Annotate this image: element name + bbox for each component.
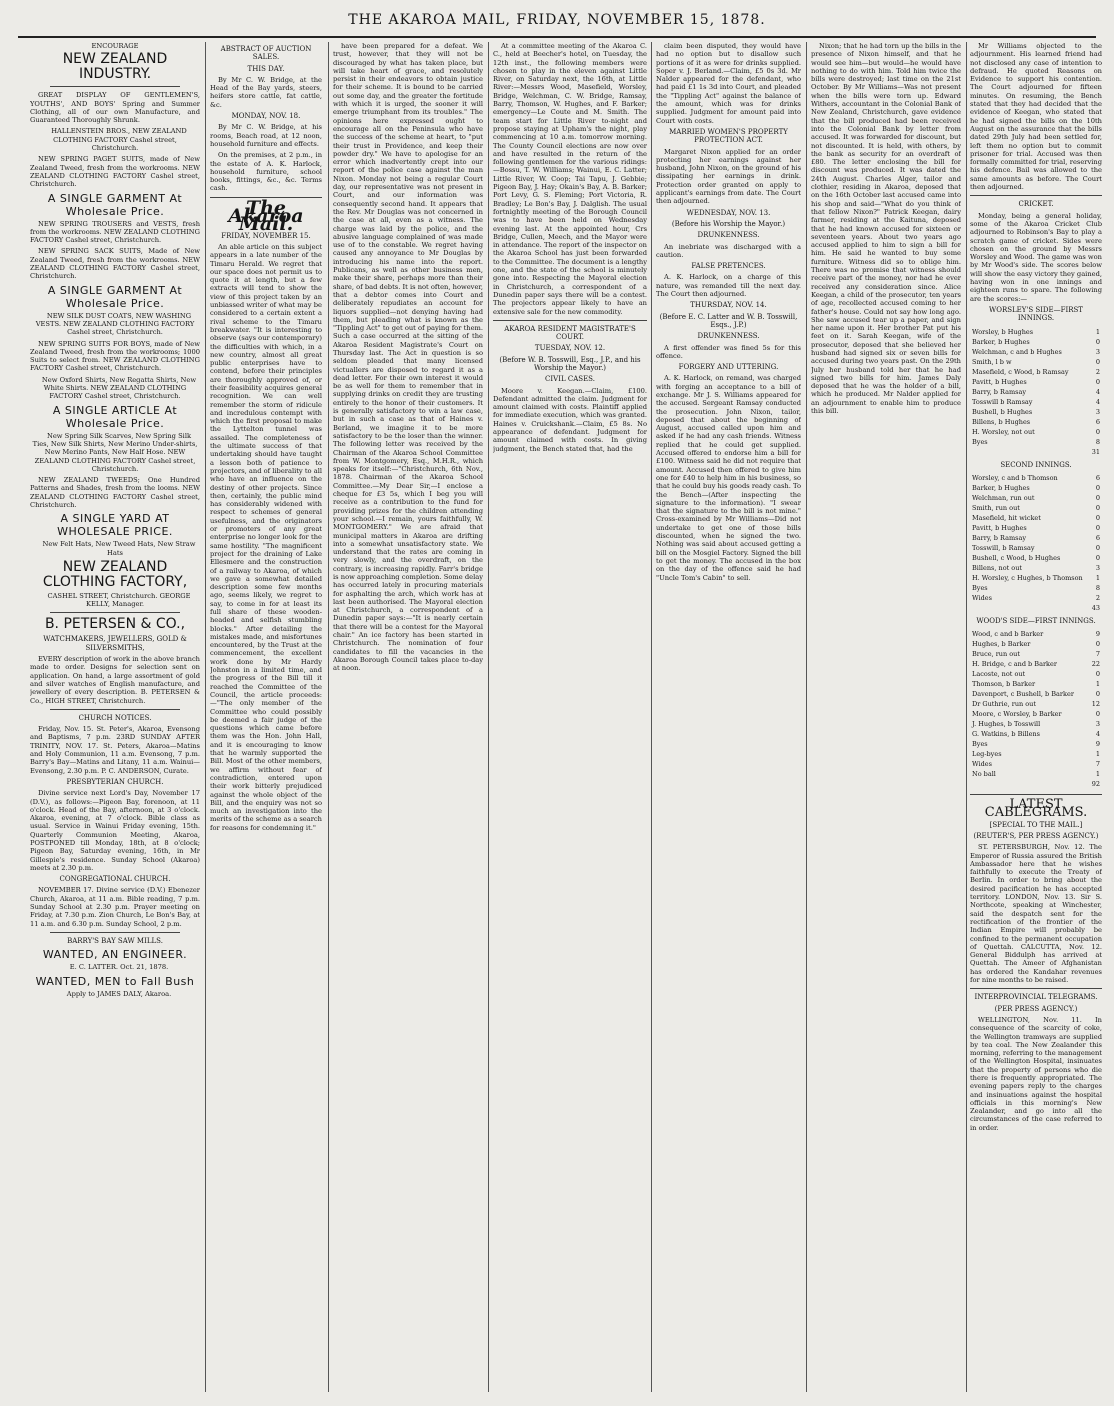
- divider: [493, 320, 647, 321]
- press-agency: (PER PRESS AGENCY.): [994, 1004, 1078, 1013]
- score-row: [972, 730, 1100, 738]
- score-player: J. Hughes, b Tosswill: [972, 720, 1041, 729]
- score-row: [972, 328, 1100, 336]
- score-player: Worsley, b Hughes: [972, 327, 1034, 336]
- cricket-body: Monday, being a general holiday, some of the Akaroa Cricket Club adjourned to Robinson's Bay to play a scratch game of cricket. Sides were chosen on the ground by Messrs Worsley and Wood. The game was won by Mr Wood's side. The scores below will show the easy victory they gained, having won in one innings and eighteen runs to spare. The following are the scores:—: [970, 211, 1102, 303]
- drunkenness-heading-2: DRUNKENNESS.: [697, 332, 760, 341]
- score-player: Byes: [972, 437, 988, 446]
- score-row: [972, 408, 1100, 416]
- score-row: [972, 348, 1100, 356]
- score-row: [972, 418, 1100, 426]
- court-column-6: [811, 42, 961, 1392]
- score-runs: 0: [1095, 640, 1100, 649]
- court-body: claim been disputed, they would have had no option but to disallow such portions of it as were for drinks supplied. Soper v. J. Berland.—Claim, £5 0s 3d. Mr Nalder appeared for the defendant, who had paid £1 1s 3d into Court, and pleaded the "Tippling Act" against the balance of the amount, which was for drinks supplied. Judgment for amount paid into Court with costs.: [656, 42, 801, 125]
- court-body: Nixon; that he had torn up the bills in the presence of Nixon himself, and that he would see him—but would—he would have nothing to do with him. Told him twice the bills were destroyed; last time on the 21st October. By Mr Williams—Was not present when the bills were torn up. Edward Withers, accountant in the Colonial Bank of New Zealand, Christchurch, gave evidence that the bill produced had been received into the Colonial Bank by letter from accused. It was forwarded for discount, but not discounted. It is held, with others, by the bank as security for an overdraft of £80. The letter enclosing the bill for discount was produced. It was dated the 24th August. Charles Alger, tailor and clothier, residing in Akaroa, deposed that on the 16th October last accused came into his shop and said—"What do you think of that fellow Nixon?" Patrick Keegan, dairy farmer, residing at the Kaituna, deposed that he had known accused for sixteen or seventeen years. About two years ago accused applied to him to sign a bill for him. He said he wanted to buy some furniture. Witness did so to oblige him. There was no promise that witness should receive part of the money, nor had he ever received any consideration since. Alice Keegan, a child of the prosecutor, ten years of age, recollected accused coming to her father's house. Could not say how long ago. She saw accused tear up a paper, and sign her name upon it. Her brother Pat put his feet on it. Sarah Keegan, wife of the prosecutor, deposed that she believed her husband had signed six or seven bills for accused during two years past. On the 29th July her husband told her that he had signed two bills for him. James Daly deposed that he was the holder of a bill, which he produced. Mr Nalder applied for an adjournment to enable him to produce this bill.: [811, 42, 961, 416]
- score-player: H. Bridge, c and b Barker: [972, 660, 1057, 669]
- score-player: [972, 780, 1089, 788]
- second-innings-heading: SECOND INNINGS.: [1000, 460, 1072, 469]
- score-runs: 3: [1095, 407, 1100, 416]
- ad-silk-coats: NEW SILK DUST COATS, NEW WASHING VESTS. NEW ZEALAND CLOTHING FACTORY Cashel street, Christchurch.: [35, 311, 195, 337]
- rm-court-body: Moore v. Keegan.—Claim, £100. Defendant admitted the claim. Judgment for amount claimed with costs. Plaintiff applied for immediate execution, which was granted. Haines v. Cruickshank.—Claim, £5 8s. No appearance of defendant. Judgment for amount claimed with costs. In giving judgment, the Bench stated that, had the: [493, 386, 647, 453]
- score-runs: 0: [1095, 670, 1100, 679]
- rm-court-before: (Before W. B. Tosswill, Esq., J.P., and his Worship the Mayor.): [499, 355, 641, 372]
- score-runs: 31: [1091, 447, 1100, 456]
- score-player: Dr Guthrie, run out: [972, 700, 1036, 709]
- score-runs: 3: [1095, 720, 1100, 729]
- church-notices-heading: CHURCH NOTICES.: [78, 713, 152, 722]
- score-runs: 0: [1095, 337, 1100, 346]
- married-women-body: Margaret Nixon applied for an order protecting her earnings against her husband, John Nixon, on the ground of his dissipating her earnings in drink. Protection order granted on apply to applicant's earnings from date. The Court then adjourned.: [656, 147, 801, 206]
- presbyterian-body: Divine service next Lord's Day, November 17 (D.V.), as follows:—Pigeon Bay, forenoon, at 11 o'clock. Head of the Bay, afternoon, at 3 o'clock. Akaroa, evening, at 7 o'clock. Bible class as usual. Service in Wainui Friday evening, 15th. Quarterly Communion Meeting, Akaroa, POSTPONED till Monday, 18th, at 8 o'clock; Pigeon Bay, Saturday evening, 16th, in Mr Gillespie's residence. Sunday School (Akaroa) meets at 2.30 p.m.: [30, 789, 200, 872]
- ad-petersen: B. PETERSEN & CO.,: [44, 616, 186, 633]
- score-player: Worsley, c and b Thomson: [972, 473, 1058, 482]
- ad-single-garment: A SINGLE GARMENT At Wholesale Price.: [47, 191, 183, 218]
- news-body: At a committee meeting of the Akaroa C. C., held at Beecher's hotel, on Tuesday, the 12th inst., the following members were chosen to play in the eleven against Little River, on Saturday next, the 16th, at Little River:—Messrs Wood, Masefield, Worsley, Bridge, Welchman, C. W. Bridge, Ramsay, Barry, Thomson, W. Hughes, and F. Barker; emergency—Le Coute and M. Smith. The team start for Little River to-night and propose staying at Upham's the night, play commencing at 10 a.m. tomorrow morning. The County Council elections are now over and have resulted in the return of the following gentlemen for the various ridings:—Bossu, T. W. Williams; Wainui, E. C. Latter; Little River, W. Coop; Tai Tapu, J. Gebbie; Pigeon Bay, J. Hay; Okain's Bay, A. B. Barker; Port Levy, G. S. Fleming; Port Victoria, R. Bradley; Le Bon's Bay, J. Dalglish. The usual fortnightly meeting of the Borough Council was to have been held on Wednesday evening last. At the appointed hour, Crs Bridge, Cullen, Meech, and the Mayor were in attendance. The report of the inspector on the Akaroa School has just been forwarded to the Committee. The document is a lengthy one, and the state of the school is minutely gone into. Respecting the Mayoral election in Christchurch, a correspondent of a Dunedin paper says there will be a contest. The projectors appear likely to have an extensive sale for the new commodity.: [493, 42, 647, 316]
- score-player: Leg-byes: [972, 750, 1002, 759]
- ad-single-garment-2: A SINGLE GARMENT At Wholesale Price.: [47, 283, 183, 310]
- score-row: [972, 484, 1100, 492]
- score-player: Bushell, b Hughes: [972, 407, 1033, 416]
- latter-signature: E. C. LATTER. Oct. 21, 1878.: [69, 963, 169, 972]
- score-runs: 0: [1095, 543, 1100, 552]
- issue-date: FRIDAY, NOVEMBER 15.: [221, 231, 311, 240]
- married-women-heading: MARRIED WOMEN'S PROPERTY PROTECTION ACT.: [669, 127, 788, 145]
- wanted-engineer: WANTED, AN ENGINEER.: [42, 948, 188, 962]
- score-player: Byes: [972, 583, 988, 592]
- score-player: [972, 604, 1089, 612]
- news-body: have been prepared for a defeat. We trust, however, that they will not be discouraged by what has taken place, but will take heart of grace, and resolutely persist in their endeavors to obtain justice for their scheme. It is bound to be carried out some day, and the greater the fortitude with which it is urged, the sooner it will emerge triumphant from its troubles." The opinions here expressed ought to encourage all on the Peninsula who have the success of the scheme at heart, to "put their trust in Providence, and keep their powder dry." We have to apologise for an error which inadvertently crept into our report of the police case against the man Nixon. Monday not being a regular Court day, our representative was not present in Court, and our information was consequently second hand. It appears that the Rev. Mr Douglas was not concerned in the case at all, even as a witness. The charge was laid by the police, and the abusive language complained of was made use of to the constable. We regret having caused any annoyance to Mr Douglas by introducing his name into the report. Publicans, as well as other business men, make their share, perhaps more than their share, of bad debts. It is not often, however, that a debtor comes into Court and deliberately repudiates an account for liquors supplied—not denying having had them, but pleading what is known as the "Tippling Act" to get out of paying for them. Such a case occurred at the sitting of the Akaroa Resident Magistrate's Court on Thursday last. The Act in question is so seldom pleaded that many licensed victuallers are disposed to regard it as a dead letter. For their own interest it would be as well for them to remember that in supplying drinks on credit they are trusting entirely to the honor of their customers. It is generally satisfactory to win a law case, but in such a case as that of Haines v. Berland, we imagine it to be more satisfactory to be the loser than the winner. The following letter was received by the Chairman of the Akaroa School Committee from W. Montgomery, Esq., M.H.R., which speaks for itself:—"Christchurch, 6th Nov., 1878. Chairman of the Akaroa School Committee.—My Dear Sir,—I enclose a cheque for £3 5s, which I beg you will receive as a contribution to the fund for providing prizes for the children attending your school.—I remain, yours faithfully, W. MONTGOMERY." We are afraid that municipal matters in Akaroa are drifting into a somewhat unsatisfactory state. We understand that the rates are coming in very slowly, and the overdraft, on the contrary, is increasing rapidly. Farr's bridge is now approaching completion. Some delay has occurred lately in procuring materials for asphalting the arch, which work has at last been authorised. The Mayoral election at Christchurch, a correspondent of a Dunedin paper says:—"It is nearly certain that there will be a contest for the Mayoral chair." An ice factory has been started in Christchurch. The nomination of four candidates to fill the vacancies in the Akaroa Borough Council takes place to-day at noon.: [333, 42, 483, 673]
- wednesday-before: (Before his Worship the Mayor.): [671, 219, 786, 228]
- score-runs: 0: [1095, 690, 1100, 699]
- score-row: [972, 388, 1100, 396]
- wood-first-heading: WOOD'S SIDE—FIRST INNINGS.: [976, 616, 1096, 625]
- auction-heading: ABSTRACT OF AUCTION SALES.: [220, 45, 312, 62]
- score-runs: 0: [1095, 357, 1100, 366]
- score-runs: 0: [1095, 493, 1100, 502]
- score-player: Masefield, hit wicket: [972, 513, 1041, 522]
- column-divider: [205, 42, 206, 1392]
- this-day: THIS DAY.: [247, 64, 285, 73]
- score-row: [972, 760, 1100, 768]
- cablegrams-special: [SPECIAL TO THE MAIL.]: [989, 820, 1083, 829]
- cablegrams-reuter: (REUTER'S, PER PRESS AGENCY.): [973, 831, 1099, 840]
- worsley-first-scores: [970, 326, 1102, 458]
- score-runs: 0: [1095, 523, 1100, 532]
- score-runs: 6: [1095, 473, 1100, 482]
- ad-boys-suits: NEW SPRING SUITS FOR BOYS, made of New Zealand Tweed, fresh from the workrooms; 1000 Suits to select from. NEW ZEALAND CLOTHING FACTORY Cashel street, Christchurch.: [30, 339, 200, 373]
- score-runs: 1: [1095, 750, 1100, 759]
- presbyterian-heading: PRESBYTERIAN CHURCH.: [66, 777, 164, 786]
- score-player: No ball: [972, 770, 996, 779]
- score-row: [972, 584, 1100, 592]
- ad-scarves: New Spring Silk Scarves, New Spring Silk Ties, New Silk Shirts, New Merino Under-shirts, New Merino Pants, New Half Hose. NEW ZEALAND CLOTHING FACTORY Cashel street, Christchurch.: [32, 431, 198, 473]
- score-row: [972, 544, 1100, 552]
- score-row: [972, 720, 1100, 728]
- ad-paget-suits: NEW SPRING PAGET SUITS, made of New Zealand Tweed, fresh from the workrooms. NEW ZEALAND CLOTHING FACTORY Cashel street, Christchurch.: [30, 155, 200, 189]
- score-player: Moore, c Worsley, b Barker: [972, 710, 1062, 719]
- score-runs: 8: [1095, 437, 1100, 446]
- score-row: [972, 780, 1100, 788]
- score-player: Hughes, b Barker: [972, 640, 1031, 649]
- divider: [970, 794, 1102, 795]
- score-player: G. Watkins, b Billens: [972, 730, 1040, 739]
- ad-petersen-body: EVERY description of work in the above branch made to order. Designs for selection sent on application. On hand, a large assortment of gold and silver watches of English manufacture, and jewellery of every description. B. PETERSEN & Co., HIGH STREET, Christchurch.: [30, 655, 200, 705]
- ad-divider: [50, 86, 180, 87]
- score-runs: 0: [1095, 710, 1100, 719]
- score-row: [972, 564, 1100, 572]
- score-row: [972, 338, 1100, 346]
- ad-hats: New Felt Hats, New Tweed Hats, New Straw Hats: [42, 540, 196, 557]
- auction-and-leader-column: [210, 42, 322, 1392]
- civil-cases-heading: CIVIL CASES.: [545, 375, 595, 384]
- auction-item: By Mr C. W. Bridge, at the Head of the Bay yards, steers, heifers store cattle, fat cattle, &c.: [210, 75, 322, 109]
- ad-sack-suits: NEW SPRING SACK SUITS, Made of New Zealand Tweed, fresh from the workrooms. NEW ZEALAND CLOTHING FACTORY Cashel street, Christchurch.: [30, 247, 200, 281]
- score-runs: 4: [1095, 397, 1100, 406]
- ad-shirts: New Oxford Shirts, New Regatta Shirts, New White Shirts. NEW ZEALAND CLOTHING FACTORY Cashel street, Christchurch.: [41, 375, 197, 401]
- church-notices-body: Friday, Nov. 15. St. Peter's, Akaroa, Evensong and Baptisms, 7 p.m. 23RD SUNDAY AFTER TRINITY, NOV. 17. St. Peters, Akaroa—Matins and Holy Communion, 11 a.m. Evensong, 7 p.m. Barry's Bay—Matins and Litany, 11 a.m. Wainui—Evensong, 2.30 p.m. P. C. ANDERSON, Curate.: [30, 725, 200, 775]
- top-rule: [18, 36, 1096, 38]
- score-runs: 2: [1095, 367, 1100, 376]
- cablegrams-heading: LATEST CABLEGRAMS.: [984, 797, 1088, 821]
- news-column-4: [493, 42, 647, 1392]
- ad-single-article: A SINGLE ARTICLE At Wholesale Price.: [52, 403, 178, 430]
- score-player: Smith, run out: [972, 503, 1020, 512]
- cricket-and-cables-column: [970, 42, 1102, 1392]
- score-runs: 3: [1095, 347, 1100, 356]
- score-player: Wood, c and b Barker: [972, 630, 1044, 639]
- ad-single-yard: A SINGLE YARD AT WHOLESALE PRICE.: [57, 512, 173, 539]
- column-divider: [651, 42, 652, 1392]
- score-row: [972, 700, 1100, 708]
- monday-date: MONDAY, NOV. 18.: [231, 112, 301, 121]
- ad-trousers: NEW SPRING TROUSERS and VESTS, fresh from the workrooms. NEW ZEALAND CLOTHING FACTORY Cashel street, Christchurch.: [30, 219, 200, 245]
- auction-item: On the premises, at 2 p.m., in the estate of A. K. Harlock, household furniture, school books, fittings, &c., &c. Terms cash.: [210, 151, 322, 193]
- congregational-body: NOVEMBER 17. Divine service (D.V.) Ebenezer Church, Akaroa, at 11 a.m. Bible reading, 7 p.m. Sunday School at 2.30 p.m. Prayer meeting on Friday, at 7.30 p.m. Zion Church, Le Bon's Bay, at 11 a.m. and 6.30 p.m. Sunday School, 2 p.m.: [30, 886, 200, 928]
- score-runs: 4: [1095, 730, 1100, 739]
- score-runs: 43: [1091, 603, 1100, 612]
- column-divider: [328, 42, 329, 1392]
- score-player: H. Worsley, not out: [972, 427, 1035, 436]
- score-player: Billens, not out: [972, 563, 1023, 572]
- score-runs: 0: [1095, 513, 1100, 522]
- divider: [970, 195, 1102, 196]
- score-runs: 1: [1095, 327, 1100, 336]
- rm-court-date: TUESDAY, NOV. 12.: [534, 344, 606, 353]
- score-row: [972, 660, 1100, 668]
- drunkenness-body: An inebriate was discharged with a caution.: [656, 242, 801, 259]
- ad-great-display: GREAT DISPLAY OF GENTLEMEN'S, YOUTHS', AND BOYS' Spring and Summer Clothing, all of our own Manufacture, and Guaranteed Thoroughly Shrunk.: [30, 91, 200, 125]
- news-column-3: [333, 42, 483, 1392]
- ad-nz-clothing-factory: NEW ZEALAND CLOTHING FACTORY,: [42, 558, 188, 590]
- score-row: [972, 524, 1100, 532]
- column-divider: [806, 42, 807, 1392]
- score-runs: 92: [1091, 780, 1100, 789]
- score-player: Thomson, b Barker: [972, 680, 1036, 689]
- score-row: [972, 594, 1100, 602]
- score-row: [972, 680, 1100, 688]
- score-player: Bushell, c Wood, b Hughes: [972, 553, 1061, 562]
- interprovincial-body: WELLINGTON, Nov. 11. In consequence of the scarcity of coke, the Wellington tramways are supplied by tea coal. The New Zealander this morning, referring to the management of the Wellington Hospital, insinuates that the property of persons who die there is frequently appropriated. The evening papers reply to the charges and insinuations against the hospital officials in this morning's New Zealander, and go into all the circumstances of the case referred to in order.: [970, 1015, 1102, 1132]
- score-row: [972, 474, 1100, 482]
- wednesday-date: WEDNESDAY, NOV. 13.: [686, 208, 771, 217]
- score-player: [972, 448, 1088, 456]
- advert-column: [30, 42, 200, 1392]
- congregational-heading: CONGREGATIONAL CHURCH.: [59, 875, 171, 884]
- score-row: [972, 604, 1100, 612]
- ad-divider: [50, 932, 180, 933]
- score-row: [972, 650, 1100, 658]
- false-pretences-heading: FALSE PRETENCES.: [691, 262, 766, 271]
- score-player: Billens, b Hughes: [972, 417, 1031, 426]
- wanted-men: WANTED, MEN to Fall Bush: [35, 974, 195, 988]
- score-player: Byes: [972, 740, 988, 749]
- ad-encourage: ENCOURAGE: [91, 42, 139, 50]
- score-runs: 12: [1091, 700, 1100, 709]
- court-conclusion: Mr Williams objected to the adjournment. His learned friend had not disclosed any case of intention to defraud. He quoted Reasons on Evidence to support his contention. The Court adjourned for fifteen minutes. On resuming, the Bench stated that they had decided that the evidence of Keegan, who stated that he had signed the bills on the 10th August on the assurance that the bills dated 29th July had been settled for, left them no option but to commit prisoner for trial. Accused was then formally committed for trial, reserving his defence. Bail was allowed to the same amounts as before. The Court then adjourned.: [970, 42, 1102, 192]
- drunkenness-body-2: A first offender was fined 5s for this offence.: [656, 343, 801, 360]
- leader-article: An able article on this subject appears in a late number of the Timaru Herald. We regret that our space does not permit us to quote it at length, but a few extracts will tend to show the view of this project taken by an unbiassed writer of what may be considered to a certain extent a rival scheme to the Timaru breakwater. "It is interesting to observe (says our contemporary) the difficulties with which, in a new country, almost all great public enterprises have to contend, before their principles are thoroughly approved of, or their feasibility acquires general recognition. We can well remember the storm of ridicule and incredulous contempt with which the first proposal to make the Lyttelton tunnel was assailed. The completeness of the ultimate success of that undertaking should have taught a lesson both of patience to projectors, and of liberality to all who have an influence on the destiny of other projects. Since then, certainly, the public mind has considerably widened with respect to schemes of general usefulness, and the originators or promoters of any great enterprise no longer look for the same hostility. "The magnificent project for the draining of Lake Ellesmere and the construction of a railway to Akaroa, of which we gave a somewhat detailed description some few months ago, seems likely, we regret to say, to come in for at least its full share of these wooden-headed and selfish stumbling blocks." After detailing the mistakes made, and misfortunes encountered, by the Trust at the commencement, the excellent work done by Mr Hardy Johnston in a limited time, and the progress of the Bill till it reached the Committee of the Council, the article proceeds:—"The only member of the Committee who could possibly be deemed a fair judge of the questions which came before them was the Hon. John Hall, and it is encouraging to know that he warmly supported the Bill. Most of the other members, we affirm without fear of contradiction, entered upon their work bitterly prejudiced against the whole object of the Bill, and the enquiry was not so much an investigation into the merits of the scheme as a search for reasons for condemning it.": [210, 242, 322, 832]
- drunkenness-heading: DRUNKENNESS.: [697, 231, 760, 240]
- score-row: [972, 670, 1100, 678]
- score-runs: 1: [1095, 680, 1100, 689]
- ad-tweeds: NEW ZEALAND TWEEDS; One Hundred Patterns and Shades, fresh from the looms. NEW ZEALAND CLOTHING FACTORY Cashel street, Christchurch.: [30, 476, 200, 509]
- ad-watchmakers: WATCHMAKERS, JEWELLERS, GOLD & SILVERSMITHS,: [43, 635, 187, 652]
- score-player: Bruce, run out: [972, 650, 1020, 659]
- score-runs: 7: [1095, 760, 1100, 769]
- score-row: [972, 514, 1100, 522]
- court-column-5: [656, 42, 801, 1392]
- score-row: [972, 378, 1100, 386]
- score-player: H. Worsley, c Hughes, b Thomson: [972, 573, 1083, 582]
- score-player: Pavitt, b Hughes: [972, 377, 1027, 386]
- score-row: [972, 770, 1100, 778]
- score-player: Wides: [972, 593, 992, 602]
- score-player: Welchman, c and b Hughes: [972, 347, 1062, 356]
- worsley-first-heading: WORSLEY'S SIDE—FIRST INNINGS.: [989, 305, 1083, 323]
- worsley-second-scores: [970, 472, 1102, 614]
- score-runs: 1: [1095, 573, 1100, 582]
- score-player: Lacoste, not out: [972, 670, 1026, 679]
- score-player: Barker, b Hughes: [972, 337, 1030, 346]
- score-row: [972, 438, 1100, 446]
- score-player: Wides: [972, 760, 992, 769]
- cricket-heading: CRICKET.: [1018, 200, 1054, 209]
- divider: [970, 988, 1102, 989]
- score-player: Barry, b Ramsay: [972, 387, 1026, 396]
- score-runs: 9: [1095, 740, 1100, 749]
- score-runs: 9: [1095, 630, 1100, 639]
- masthead: THE AKAROA MAIL, FRIDAY, NOVEMBER 15, 1878.: [348, 12, 766, 28]
- score-runs: 2: [1095, 593, 1100, 602]
- ad-divider: [50, 709, 180, 710]
- score-player: Pavitt, b Hughes: [972, 523, 1027, 532]
- score-row: [972, 640, 1100, 648]
- paper-title: The Akaroa Mail.: [228, 196, 304, 236]
- score-row: [972, 358, 1100, 366]
- score-runs: 0: [1095, 427, 1100, 436]
- score-runs: 1: [1095, 770, 1100, 779]
- score-row: [972, 534, 1100, 542]
- score-player: Smith, l b w: [972, 357, 1012, 366]
- column-divider: [488, 42, 489, 1392]
- score-player: Masefield, c Wood, b Ramsay: [972, 367, 1069, 376]
- column-divider: [966, 42, 967, 1392]
- score-runs: 22: [1091, 660, 1100, 669]
- score-player: Barker, b Hughes: [972, 483, 1030, 492]
- score-player: Tosswill, b Ramsay: [972, 543, 1035, 552]
- score-runs: 0: [1095, 553, 1100, 562]
- score-row: [972, 494, 1100, 502]
- score-row: [972, 554, 1100, 562]
- wood-first-scores: [970, 628, 1102, 790]
- score-runs: 8: [1095, 583, 1100, 592]
- score-runs: 3: [1095, 563, 1100, 572]
- thursday-before: (Before E. C. Latter and W. B. Tosswill, Esqs., J.P.): [659, 312, 798, 329]
- score-runs: 6: [1095, 417, 1100, 426]
- cablegrams-body: ST. PETERSBURGH, Nov. 12. The Emperor of Russia assured the British Ambassador here that he wishes faithfully to execute the Treaty of Berlin. In order to bring about the desired pacification he has accepted territory. LONDON, Nov. 13. Sir S. Northcote, speaking at Winchester, said the despatch sent for the rectification of the frontier of the Indian Empire will probably be confined to the permanent occupation of Quettah. CALCUTTA, Nov. 12. General Biddulph has arrived at Quettah. The Ameer of Afghanistan has ordered the Kandahar revenues for nine months to be raised.: [970, 843, 1102, 985]
- score-row: [972, 750, 1100, 758]
- score-row: [972, 630, 1100, 638]
- rm-court-heading: AKAROA RESIDENT MAGISTRATE'S COURT.: [504, 324, 636, 342]
- forgery-body: A. K. Harlock, on remand, was charged with forging an acceptance to a bill of exchange. Mr J. S. Williams appeared for the accused. Sergeant Ramsay conducted the prosecution. John Nixon, tailor, deposed that about the beginning of August, accused called upon him and asked if he had any cash friends. Witness replied that he could get supplied. Accused offered to endorse him a bill for £100. Witness said he did not require that amount. Accused then offered to give him one for £40 to help him in his business, so that he could buy his goods ready cash. To the Bench—(After inspecting the signature to the information). "I swear that the signature to the bill is not mine." Cross-examined by Mr Williams—Did not undertake to get one of those bills discounted, when he signed the two. Nothing was said about accused getting a bill on the Mosgiel Factory. Signed the bill to get the money. The accused in the box on the day of the offence said he had "Uncle Tom's Cabin" to sell.: [656, 374, 801, 582]
- apply-daly: Apply to JAMES DALY, Akaroa.: [66, 989, 172, 998]
- score-runs: 0: [1095, 503, 1100, 512]
- score-player: Tosswill b Ramsay: [972, 397, 1033, 406]
- false-pretences-body: A. K. Harlock, on a charge of this nature, was remanded till the next day. The Court then adjourned.: [656, 273, 801, 299]
- score-row: [972, 740, 1100, 748]
- score-player: Barry, b Ramsay: [972, 533, 1026, 542]
- score-row: [972, 368, 1100, 376]
- score-row: [972, 710, 1100, 718]
- score-player: Davenport, c Bushell, b Barker: [972, 690, 1074, 699]
- score-row: [972, 398, 1100, 406]
- ad-cashel-street: CASHEL STREET, Christchurch. GEORGE KELLY, Manager.: [47, 591, 191, 609]
- score-runs: 0: [1095, 377, 1100, 386]
- ad-divider: [50, 612, 180, 613]
- score-runs: 7: [1095, 650, 1100, 659]
- score-row: [972, 690, 1100, 698]
- score-runs: 4: [1095, 387, 1100, 396]
- barrys-bay-heading: BARRY'S BAY SAW MILLS.: [67, 936, 163, 945]
- score-row: [972, 574, 1100, 582]
- ad-hallenstein: HALLENSTEIN BROS., NEW ZEALAND CLOTHING FACTORY Cashel street, Christchurch.: [51, 127, 187, 153]
- forgery-heading: FORGERY AND UTTERING.: [678, 363, 779, 372]
- score-runs: 0: [1095, 483, 1100, 492]
- score-player: Welchman, run out: [972, 493, 1035, 502]
- thursday-date: THURSDAY, NOV. 14.: [690, 301, 767, 310]
- score-row: [972, 428, 1100, 436]
- ad-nz-industry: NEW ZEALAND INDUSTRY.: [62, 51, 168, 83]
- score-row: [972, 448, 1100, 456]
- score-row: [972, 504, 1100, 512]
- interprovincial-heading: INTERPROVINCIAL TELEGRAMS.: [974, 993, 1098, 1002]
- score-runs: 6: [1095, 533, 1100, 542]
- auction-item: By Mr C. W. Bridge, at his rooms, Beach road, at 12 noon, household furniture and effects.: [210, 123, 322, 148]
